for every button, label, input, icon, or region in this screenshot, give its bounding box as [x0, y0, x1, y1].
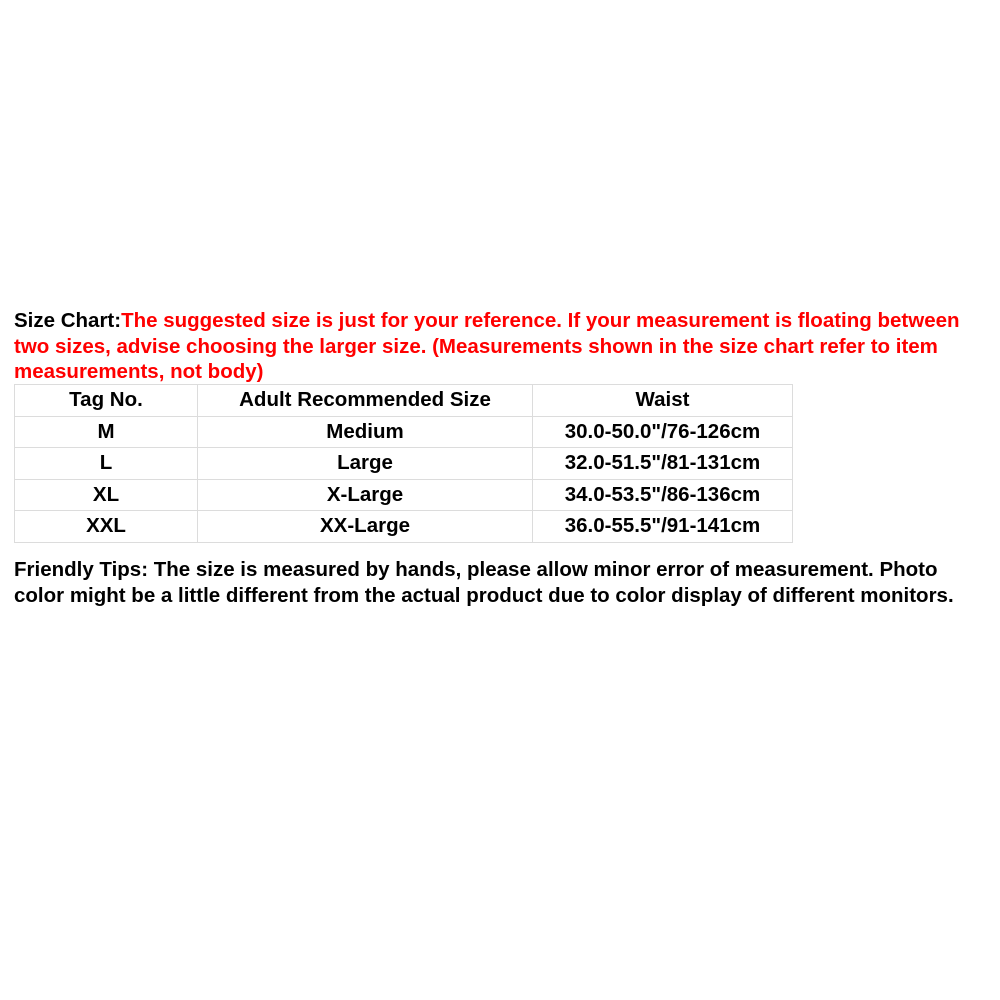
- cell-tag: XXL: [15, 511, 198, 543]
- header-tag-no: Tag No.: [15, 385, 198, 417]
- cell-waist: 30.0-50.0"/76-126cm: [533, 416, 793, 448]
- size-chart-note: The suggested size is just for your reference. If your measurement is floating between two sizes, advise choosing the larger size. (Measurements shown in the size chart refer to item measurements, not body): [14, 309, 960, 383]
- friendly-tips: Friendly Tips: The size is measured by hands, please allow minor error of measurement. Photo color might be a little different from the actual product due to color display of different monitors.: [14, 558, 954, 607]
- cell-size: Medium: [198, 416, 533, 448]
- table-row: [15, 511, 793, 543]
- cell-tag: M: [15, 416, 198, 448]
- cell-size: XX-Large: [198, 511, 533, 543]
- table-row: [15, 416, 793, 448]
- header-recommended-size: Adult Recommended Size: [198, 385, 533, 417]
- cell-tag: L: [15, 448, 198, 480]
- cell-size: Large: [198, 448, 533, 480]
- cell-waist: 32.0-51.5"/81-131cm: [533, 448, 793, 480]
- size-chart-intro: [14, 308, 989, 385]
- table-row: [15, 479, 793, 511]
- cell-size: X-Large: [198, 479, 533, 511]
- cell-waist: 34.0-53.5"/86-136cm: [533, 479, 793, 511]
- table-row: [15, 448, 793, 480]
- header-waist: Waist: [533, 385, 793, 417]
- cell-waist: 36.0-55.5"/91-141cm: [533, 511, 793, 543]
- table-header-row: [15, 385, 793, 417]
- size-chart-label: Size Chart:: [14, 309, 122, 332]
- size-table: [14, 384, 793, 543]
- cell-tag: XL: [15, 479, 198, 511]
